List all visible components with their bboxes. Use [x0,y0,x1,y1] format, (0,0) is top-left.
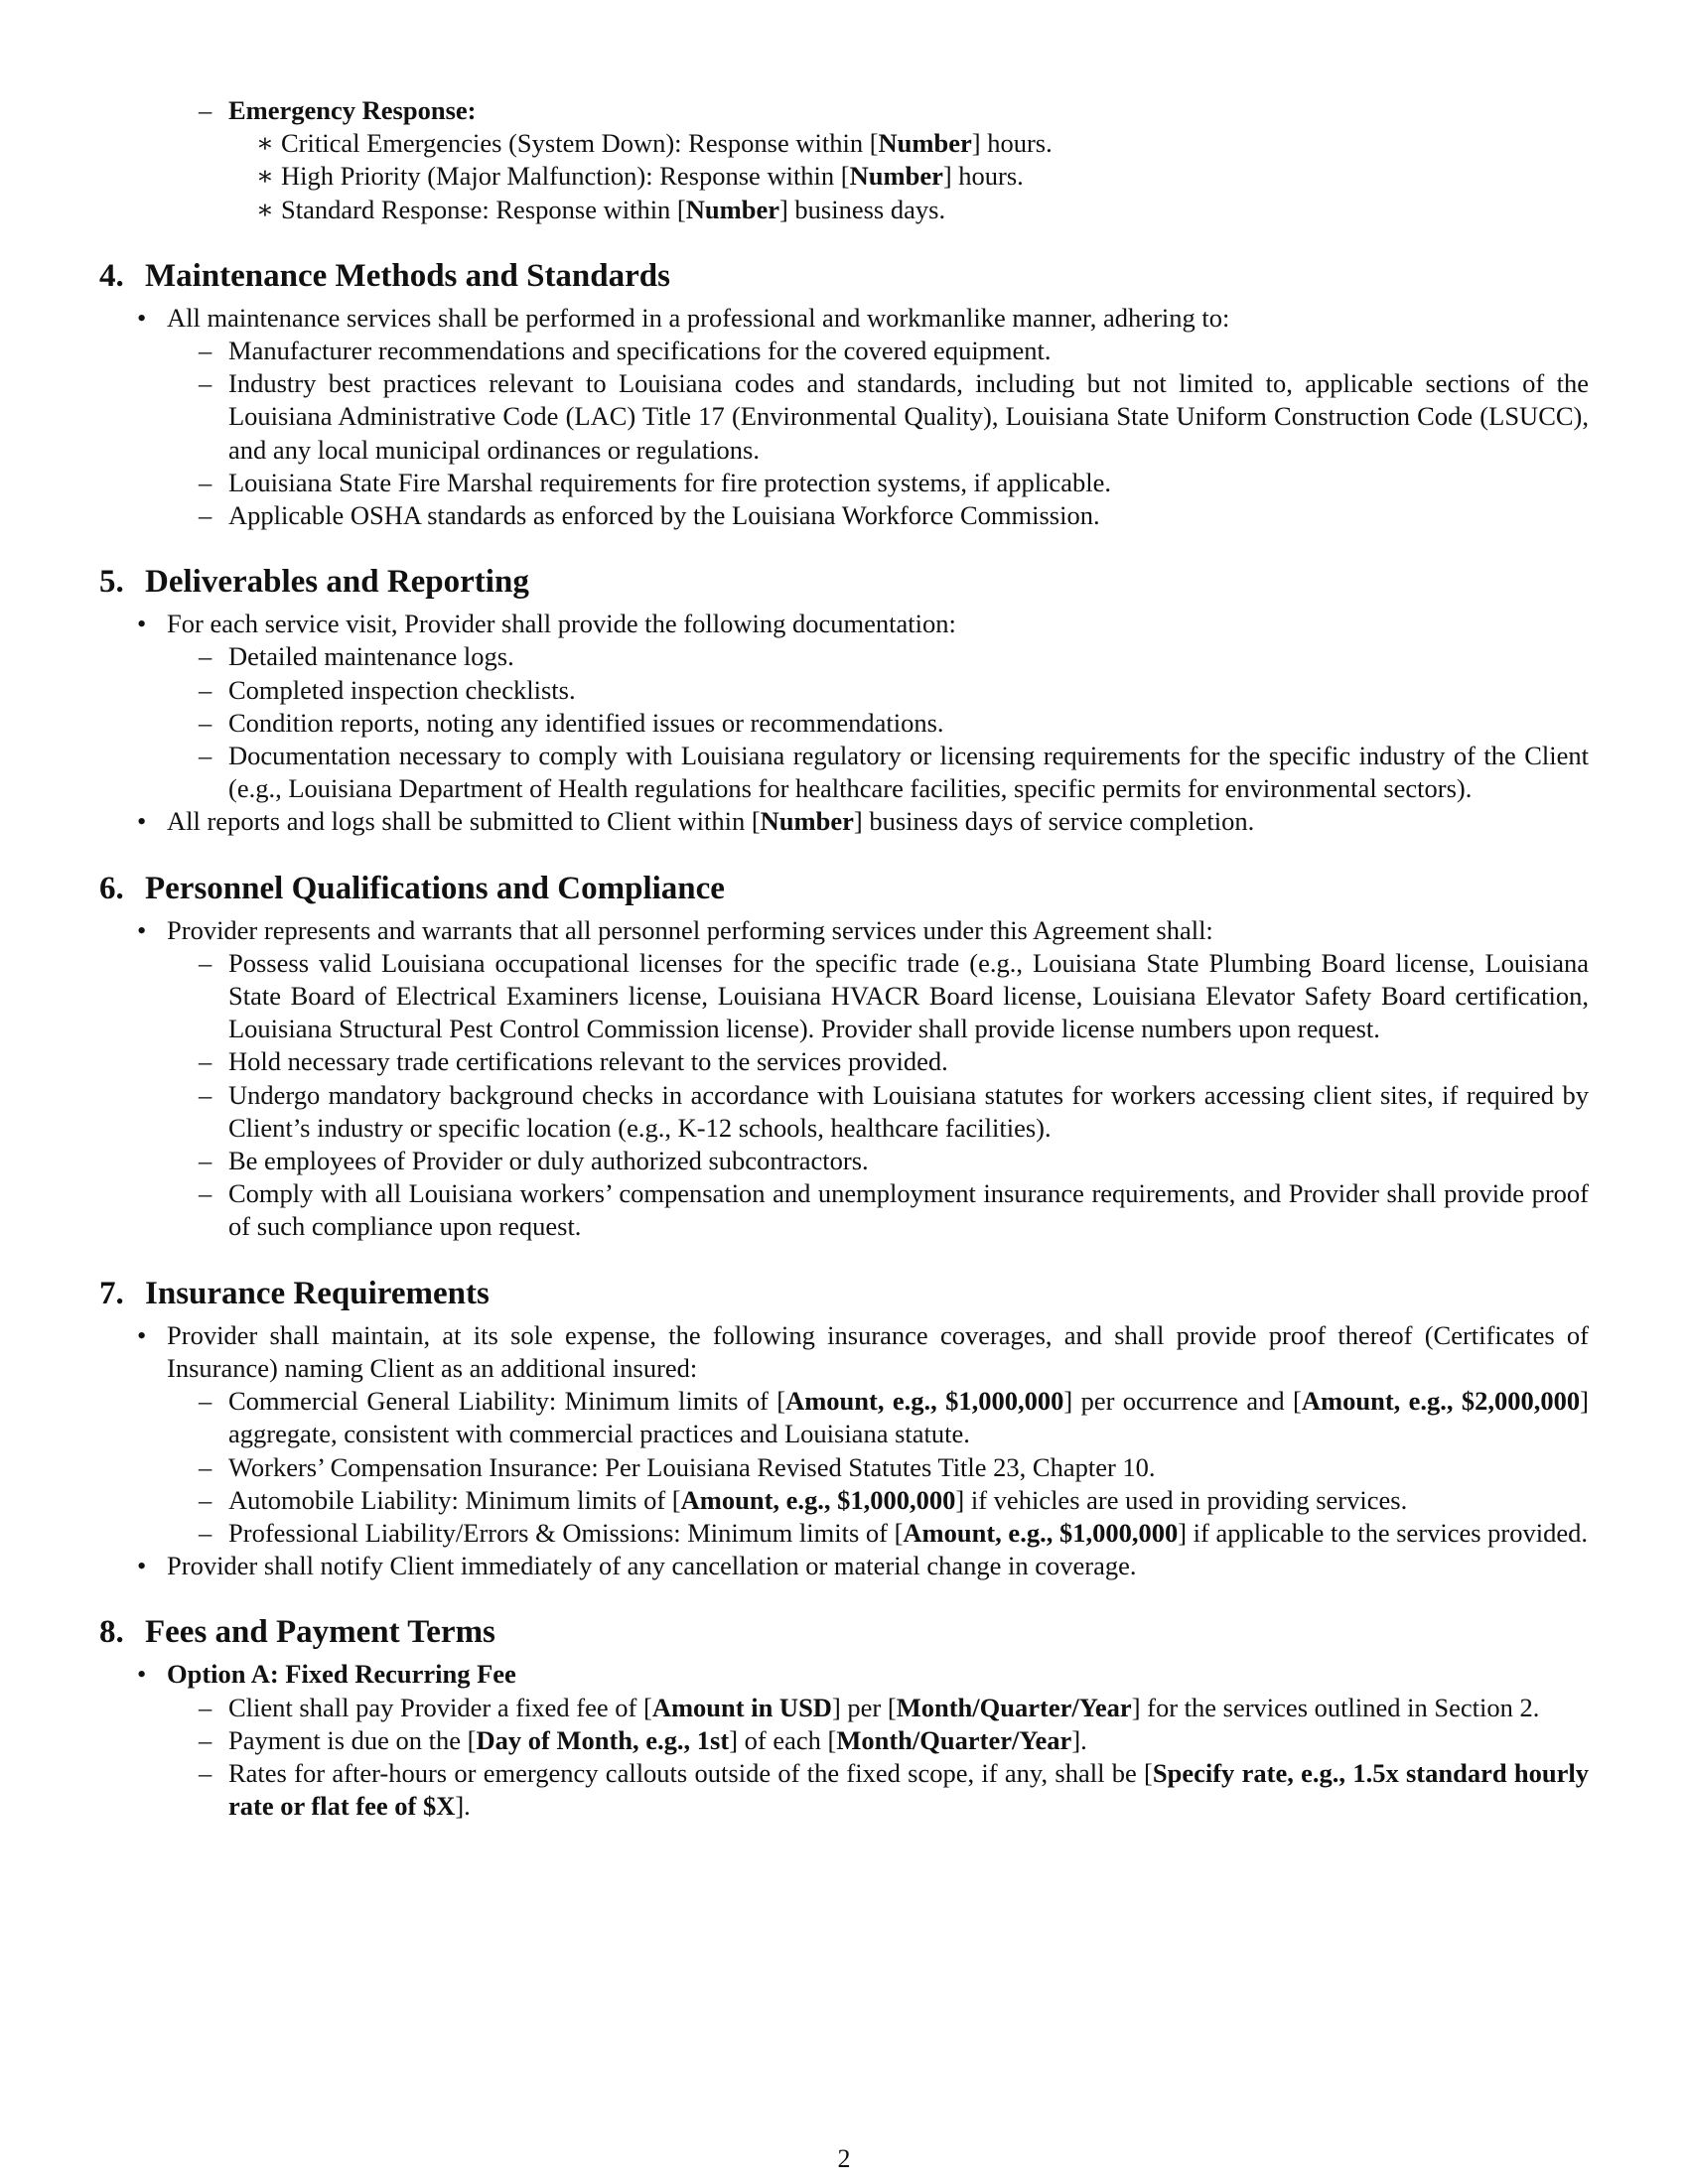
list-item: – Documentation necessary to comply with Louisiana regulatory or licensing requirements for the specific industry of the Client (e.g., Louisiana Department of Health regulations for healthcare facilities, specific permits for environmental sectors). [167,740,1589,805]
placeholder-amount: Amount in USD [651,1692,832,1722]
list-item [99,302,1589,532]
list-item [99,805,1589,838]
list-item: – Workers’ Compensation Insurance: Per Louisiana Revised Statutes Title 23, Chapter 10. [167,1451,1589,1484]
section-6 [99,869,1589,1244]
text: Professional Liability/Errors & Omissions: Minimum limits of [ [228,1517,904,1548]
list-item: – Applicable OSHA standards as enforced by the Louisiana Workforce Commission. [167,499,1589,532]
text: ]. [1071,1724,1087,1755]
placeholder-amount: Amount, e.g., $1,000,000 [785,1386,1064,1417]
list-item [167,1484,1589,1517]
list-item [167,1385,1589,1450]
list-item [99,914,1589,1244]
list-item: – Comply with all Louisiana workers’ compensation and unemployment insurance requirements, and Provider shall provide proof of such compliance upon request. [167,1177,1589,1243]
section-title: Fees and Payment Terms [145,1614,495,1651]
list-item: – Louisiana State Fire Marshal requirements for fire protection systems, if applicable. [167,467,1589,499]
text: Provider shall maintain, at its sole expense, the following insurance coverages, and shall provide proof thereof (Certificates of Insurance) naming Client as an additional insured: [167,1319,1589,1383]
text: Commercial General Liability: Minimum limits of [ [228,1386,786,1417]
section-list [99,914,1589,1244]
text: ]. [455,1791,471,1822]
text: Automobile Liability: Minimum limits of [ [228,1484,681,1515]
list-item [228,127,1589,160]
section-number: 5. [99,564,124,601]
list-item [167,94,1589,226]
list-item: – Be employees of Provider or duly authorized subcontractors. [167,1145,1589,1177]
text: Provider represents and warrants that all personnel performing services under this Agreement shall: [167,914,1213,945]
sublist [167,640,1589,805]
placeholder-amount: Amount, e.g., $2,000,000 [1301,1386,1581,1417]
list-item [167,1692,1589,1724]
list-item [99,1319,1589,1550]
text: ] if vehicles are used in providing services. [955,1484,1408,1515]
text: ] aggregate, consistent with commercial practices and Louisiana statute. [228,1386,1589,1449]
section-title: Insurance Requirements [145,1275,490,1311]
text: ] per [ [831,1692,897,1722]
text: Payment is due on the [ [228,1724,477,1755]
section-7 [99,1274,1589,1583]
emergency-response-block [167,94,1589,226]
text: For each service visit, Provider shall provide the following documentation: [167,609,956,639]
list-item: – Detailed maintenance logs. [167,640,1589,673]
placeholder-number: Number [849,161,943,192]
list-item: • Provider shall notify Client immediately of any cancellation or material change in coverage. [99,1550,1589,1582]
list-item: – Completed inspection checklists. [167,674,1589,707]
text: ] hours. [942,161,1024,192]
emergency-response-sublist [228,127,1589,226]
list-item [167,1517,1589,1550]
placeholder-number: Number [760,806,854,837]
list-item [167,1757,1589,1823]
section-5 [99,562,1589,838]
placeholder-period: Month/Quarter/Year [836,1724,1072,1755]
list-item [99,1658,1589,1823]
text: ] business days. [778,194,946,224]
section-number: 6. [99,870,124,906]
list-item: – Condition reports, noting any identified issues or recommendations. [167,707,1589,740]
text: ] of each [ [729,1724,837,1755]
text: ] per occurrence and [ [1063,1386,1302,1417]
text: ] for the services outlined in Section 2. [1131,1692,1540,1722]
text: ] hours. [971,128,1053,159]
list-item: – Undergo mandatory background checks in accordance with Louisiana statutes for workers accessing client sites, if required by Client’s industry or specific location (e.g., K-12 schools, healthcare facilities). [167,1079,1589,1145]
section-title: Maintenance Methods and Standards [145,257,670,294]
emergency-response-list [167,94,1589,226]
section-title: Personnel Qualifications and Compliance [145,870,725,906]
placeholder-amount: Amount, e.g., $1,000,000 [680,1484,956,1515]
sublist [167,1385,1589,1550]
list-item: – Manufacturer recommendations and specifications for the covered equipment. [167,335,1589,367]
list-item [228,194,1589,226]
text: All reports and logs shall be submitted to Client within [ [167,806,761,837]
section-heading [99,562,1589,602]
sublist [167,1692,1589,1824]
list-item: – Hold necessary trade certifications relevant to the services provided. [167,1045,1589,1078]
text: Rates for after-hours or emergency callouts outside of the fixed scope, if any, shall be [ [228,1757,1153,1788]
section-8 [99,1612,1589,1823]
list-item [167,1724,1589,1757]
option-heading: Option A: Fixed Recurring Fee [167,1659,516,1690]
placeholder-rate: Specify rate, e.g., 1.5x standard hourly rate or flat fee of $X [228,1757,1590,1822]
placeholder-amount: Amount, e.g., $1,000,000 [903,1517,1179,1548]
list-item: – Industry best practices relevant to Louisiana codes and standards, including but not limited to, applicable sections of the Louisiana Administrative Code (LAC) Title 17 (Environmental Quality), Louisiana State Uniform Construction Code (LSUCC), and any local municipal ordinances or regulations. [167,367,1589,467]
placeholder-number: Number [878,128,972,159]
placeholder-day: Day of Month, e.g., 1st [476,1724,730,1755]
text: ] if applicable to the services provided. [1178,1517,1589,1548]
text: Client shall pay Provider a fixed fee of [ [228,1692,652,1722]
list-item [99,608,1589,805]
text: High Priority (Major Malfunction): Response within [ [281,161,850,192]
section-heading [99,1274,1589,1313]
text: All maintenance services shall be performed in a professional and workmanlike manner, adhering to: [167,302,1230,333]
text: ] business days of service completion. [853,806,1255,837]
placeholder-period: Month/Quarter/Year [896,1692,1132,1722]
sublist [167,947,1589,1244]
text: Critical Emergencies (System Down): Response within [ [281,128,879,159]
section-list [99,608,1589,838]
document-page [99,94,1589,1823]
section-list [99,302,1589,532]
section-heading [99,1612,1589,1652]
page-number: 2 [837,2144,851,2173]
section-heading [99,869,1589,908]
section-title: Deliverables and Reporting [145,564,529,601]
section-number: 8. [99,1614,124,1651]
section-4 [99,256,1589,532]
emergency-response-heading: Emergency Response: [228,95,477,125]
section-number: 7. [99,1275,124,1311]
list-item: – Possess valid Louisiana occupational licenses for the specific trade (e.g., Louisiana State Plumbing Board license, Louisiana State Board of Electrical Examiners license, Louisiana HVACR Board license, Louisiana Elevator Safety Board certification, Louisiana Structural Pest Control Commission license). Provider shall provide license numbers upon request. [167,947,1589,1046]
sublist [167,335,1589,532]
section-list [99,1658,1589,1823]
placeholder-number: Number [685,194,779,224]
section-list [99,1319,1589,1583]
text: Standard Response: Response within [ [281,194,686,224]
list-item [228,160,1589,193]
section-heading [99,256,1589,296]
section-number: 4. [99,257,124,294]
